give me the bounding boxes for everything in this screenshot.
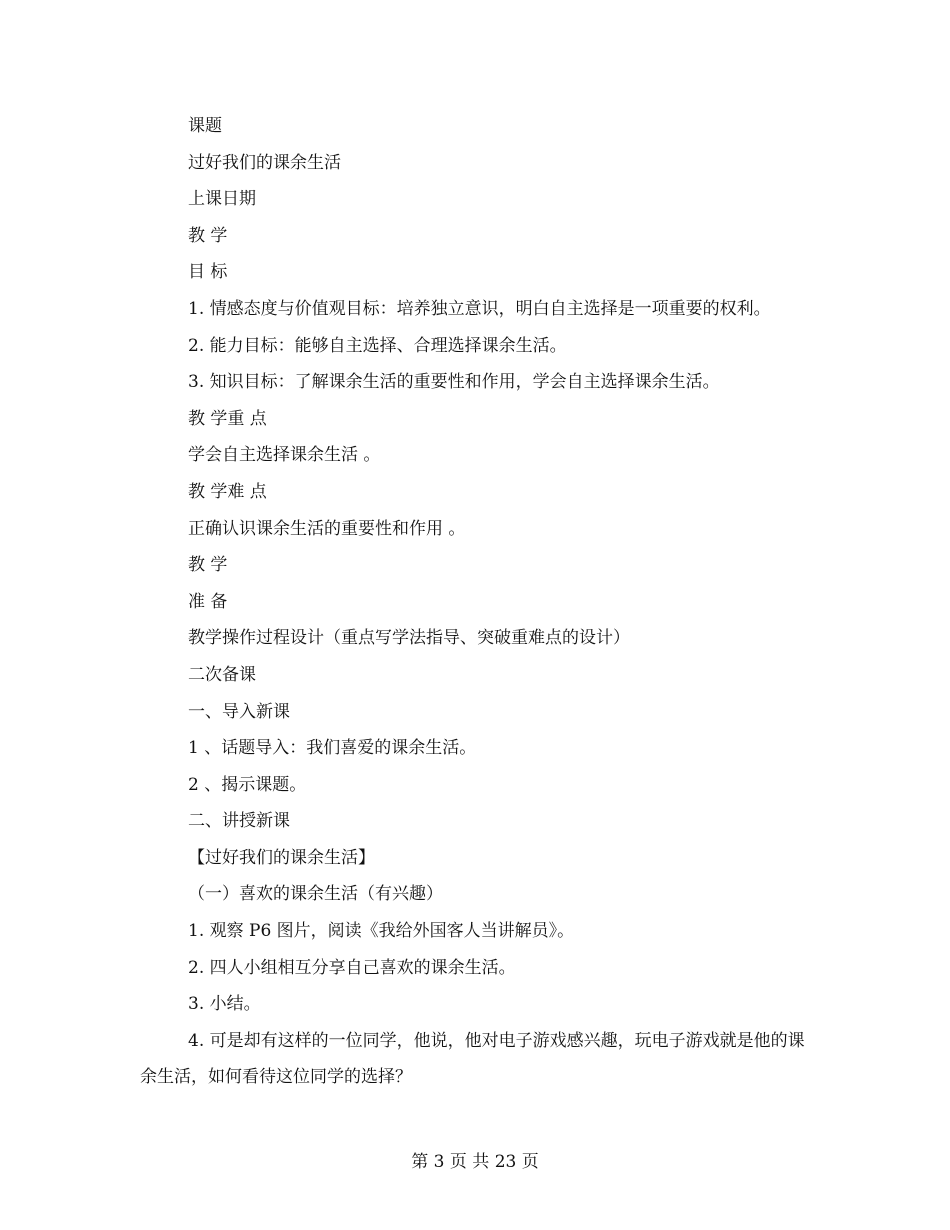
text-line: 二次备课 (188, 664, 256, 685)
text-line: 教 学 (188, 555, 228, 576)
text-line: 学会自主选择课余生活 。 (188, 445, 381, 466)
text-line: 上课日期 (188, 189, 256, 210)
text-line: 教 学 (188, 225, 228, 246)
text-line: 一、导入新课 (188, 701, 290, 722)
text-line: 教 学重 点 (188, 408, 267, 429)
text-line: 【过好我们的课余生活】 (188, 847, 375, 868)
text-line: 2. 四人小组相互分享自己喜欢的课余生活。 (188, 957, 516, 978)
text-line: 正确认识课余生活的重要性和作用 。 (188, 518, 466, 539)
text-line: （一）喜欢的课余生活（有兴趣） (188, 884, 443, 905)
document-body (140, 108, 812, 1096)
text-line: 课题 (188, 116, 222, 136)
text-line: 3. 知识目标：了解课余生活的重要性和作用，学会自主选择课余生活。 (188, 372, 720, 393)
text-line: 教 学难 点 (188, 481, 267, 502)
text-line: 1 、话题导入：我们喜爱的课余生活。 (188, 738, 477, 759)
text-line: 4. 可是却有这样的一位同学，他说，他对电子游戏感兴趣，玩电子游戏就是他的课余生活，如何看待这位同学的选择？ (140, 1030, 805, 1088)
text-line: 3. 小结。 (188, 994, 261, 1015)
text-line: 教学操作过程设计（重点写学法指导、突破重难点的设计） (188, 628, 630, 649)
text-line: 二、讲授新课 (188, 811, 290, 832)
text-line: 准 备 (188, 591, 228, 612)
text-line: 2 、揭示课题。 (188, 774, 307, 795)
text-line: 1. 观察 P6 图片，阅读《我给外国客人当讲解员》。 (188, 921, 575, 942)
page-number-footer: 第 3 页 共 23 页 (411, 1152, 539, 1172)
text-line: 1. 情感态度与价值观目标：培养独立意识，明白自主选择是一项重要的权利。 (188, 298, 771, 319)
text-line: 过好我们的课余生活 (188, 152, 341, 173)
text-line: 目 标 (188, 262, 228, 283)
text-line: 2. 能力目标：能够自主选择、合理选择课余生活。 (188, 335, 567, 356)
